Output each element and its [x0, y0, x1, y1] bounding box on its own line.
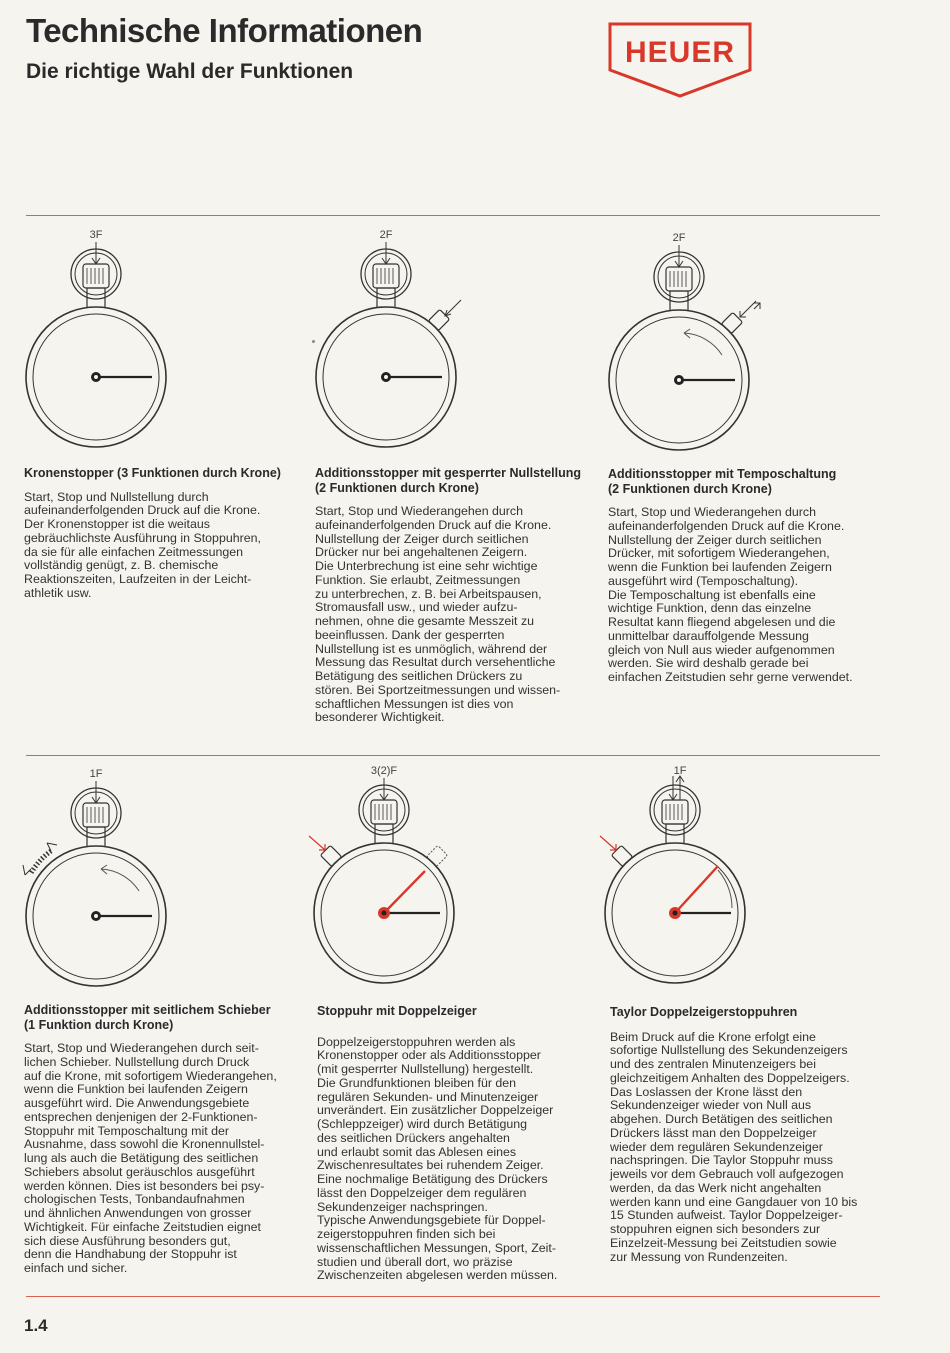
divider-bottom [26, 1296, 880, 1297]
section-additionsstopper-tempo [608, 467, 892, 685]
page-title: Technische Informationen [26, 12, 423, 49]
figure-taylor-doppelzeiger [600, 762, 750, 1002]
figure-additionsstopper-schieber [21, 765, 171, 1005]
section-heading: Taylor Doppelzeigerstoppuhren [610, 1005, 798, 1019]
bow-ring [650, 785, 700, 835]
section-additionsstopper-gesperrt [315, 466, 599, 725]
page-number: 1.4 [24, 1316, 48, 1335]
heuer-logo [606, 20, 754, 100]
heuer-logo-text: HEUER [624, 36, 736, 69]
figure-kronenstopper [21, 226, 171, 466]
divider-top [26, 215, 880, 216]
section-heading: Additionsstopper mit seitlichem Schieber (1 Funktion durch Krone) [24, 1003, 271, 1032]
section-doppelzeiger [317, 1004, 601, 1283]
section-text: Doppelzeigerstoppuhren werden als Kronenstopper oder als Additionsstopper (mit gesperrter Nullstellung) hergestellt. Die Grundfunktionen bleiben für den regulären Sekunden- und Minutenzeiger unverändert. Ein zusätzlicher Doppelzeiger (Schleppzeiger) wird durch Betätigung des seitlichen Drückers angehalten und erlaubt somit das Ablesen eines Zwischenresultates bei ruhendem Zeiger. Eine nochmalige Betätigung des Drückers lässt den Doppelzeiger dem regulären Sekundenzeiger nachspringen. Typische Anwendungsgebiete für Doppel- zeigerstoppuhren finden sich bei wissenschaftlichen Messungen, Sport, Zeit- studien und überall dort, wo präzise Zwischenzeiten abgelesen werden müssen. [317, 1034, 558, 1283]
section-text: Start, Stop und Wiederangehen durch aufeinanderfolgenden Druck auf die Krone. Nullstellung der Zeiger durch seitlichen Drücker, mit sofortigem Wiederangehen, wenn die Funktion bei laufenden Zeigern ausgeführt wird (Temposchaltung). Die Temposchaltung ist ebenfalls eine wichtige Funktion, denn das einzelne Resultat kann fliegend abgelesen und die unmittelbar darauffolgende Messung gleich von Null aus wieder aufgenommen werden. Sie wird deshalb gerade bei einfachen Zeitstudien sehr gerne verwendet. [608, 505, 853, 684]
red-pusher-arrow-icon [600, 836, 616, 850]
section-taylor-doppelzeiger [610, 1005, 894, 1264]
page-subtitle: Die richtige Wahl der Funktionen [26, 60, 354, 83]
section-kronenstopper [24, 466, 308, 601]
figure-function-label: 1F [89, 768, 103, 780]
section-text: Beim Druck auf die Krone erfolgt eine sofortige Nullstellung des Sekundenzeigers und des zentralen Minutenzeigers bei gleichzeitigem Anhalten des Doppelzeigers. Das Loslassen der Krone lässt den Sekundenzeiger wieder von Null aus abgehen. Durch Betätigen des seitlichen Drückers lässt man den Doppelzeiger wieder dem regulären Sekundenzeiger nachspringen. Die Taylor Stoppuhr muss jeweils vor dem Gebrauch voll aufgezogen werden, da das Werk nicht angehalten werden kann und eine Gangdauer von 10 bis 15 Stunden aufweist. Taylor Doppelzeiger- stoppuhren eignen sich besonders zur Einzelzeit-Messung bei Zeitstudien sowie zur Messung von Rundenzeiten. [610, 1029, 858, 1264]
pusher-double-arrow-icon [740, 301, 760, 317]
red-pusher-arrow-icon [309, 836, 325, 850]
figure-additionsstopper-tempo [604, 229, 754, 469]
section-heading: Additionsstopper mit gesperrter Nullstellung (2 Funktionen durch Krone) [315, 466, 581, 495]
figure-additionsstopper-gesperrt [311, 226, 461, 466]
figure-function-label: 3F [89, 229, 103, 241]
section-text: Start, Stop und Wiederangehen durch seit- lichen Schieber. Nullstellung durch Druck auf die Krone, mit sofortigem Wiederangehen, wenn die Funktion bei laufenden Zeigern ausgeführt wird. Die Anwendungsgebiete entsprechen denjenigen der 2-Funktionen- Stoppuhr mit Temposchaltung mit der Ausnahme, dass sowohl die Kronennullstel- lung als auch die Betätigung des seitlichen Schiebers absolut geräuschlos ausgeführt werden können. Dies ist besonders bei psy- chologischen Tests, Tonbandaufnahmen und ähnlichen Anwendungen von grosser Wichtigkeit. Für einfache Zeitstudien eignet sich diese Ausführung besonders gut, denn die Handhabung der Stoppuhr ist einfach und sicher. [24, 1041, 277, 1275]
section-text: Start, Stop und Wiederangehen durch aufeinanderfolgenden Druck auf die Krone. Nullstellung der Zeiger durch seitlichen Drücker nur bei angehaltenen Zeigern. Die Unterbrechung ist eine sehr wichtige Funktion. Sie erlaubt, Zeitmessungen zu unterbrechen, z. B. bei Arbeitspausen, Stromausfall usw., und wieder aufzu- nehmen, ohne die gesamte Messzeit zu beeinflussen. Dank der gesperrten Nullstellung ist es unmöglich, während der Messung das Resultat durch versehentliche Betätigung des seitlichen Drückers zu stören. Bei Sportzeitmessungen und wissen- schaftlichen Messungen ist dies von besonderer Wichtigkeit. [315, 504, 561, 725]
figure-function-label: 2F [672, 232, 686, 244]
section-additionsstopper-schieber [24, 1003, 308, 1276]
figure-function-label: 2F [379, 229, 393, 241]
section-text: Start, Stop und Nullstellung durch aufeinanderfolgenden Druck auf die Krone. Der Kronenstopper ist die weitaus gebräuchlichste Ausführung in Stoppuhren, da sie für alle einfachen Zeitmessungen vollständig genügt, z. B. chemische Reaktionszeiten, Laufzeiten in der Leicht- athletik usw. [24, 489, 261, 600]
figure-doppelzeiger [309, 762, 459, 1002]
section-heading: Stoppuhr mit Doppelzeiger [317, 1004, 477, 1018]
pusher-arrow-icon [445, 300, 461, 316]
divider-middle [26, 755, 880, 756]
figure-function-label: 1F [673, 765, 687, 777]
press-release-arrow-icon [669, 776, 684, 800]
section-heading: Kronenstopper (3 Funktionen durch Krone) [24, 466, 281, 480]
section-heading: Additionsstopper mit Temposchaltung (2 Funktionen durch Krone) [608, 467, 837, 496]
figure-function-label: 3(2)F [370, 765, 398, 777]
